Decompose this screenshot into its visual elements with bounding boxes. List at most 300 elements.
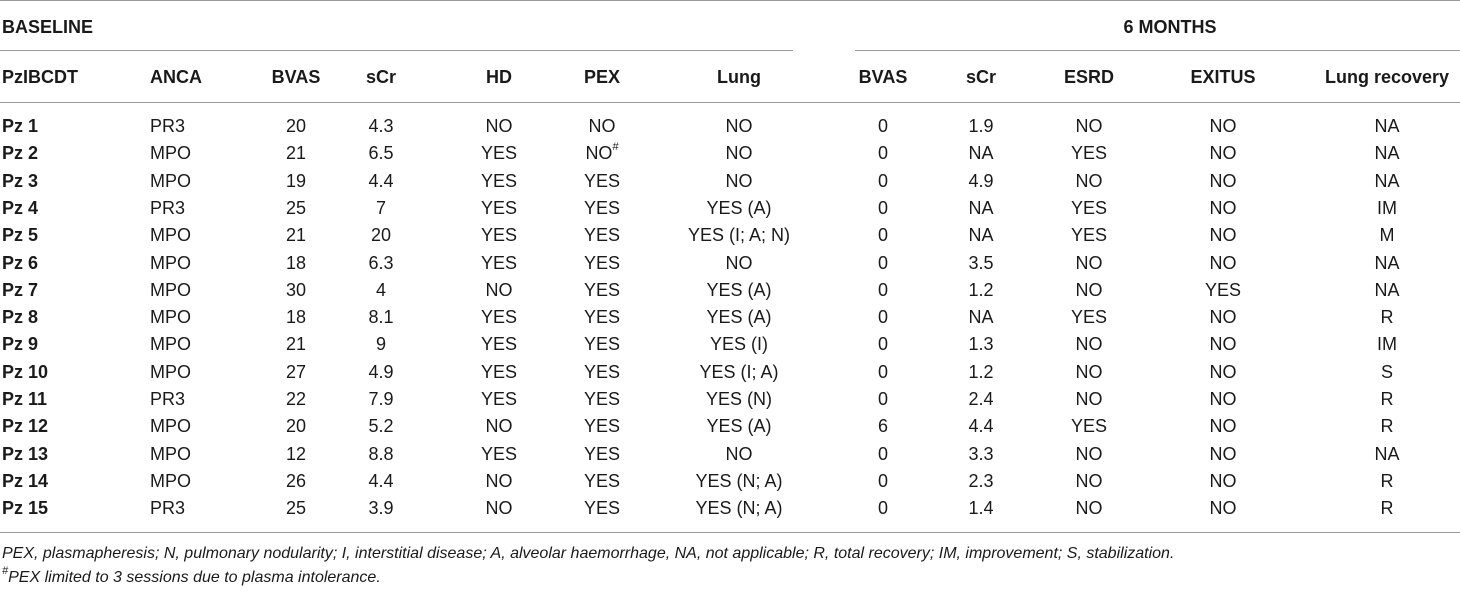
- cell-exitus: [1210, 333, 1237, 355]
- cell-text: NO: [1209, 171, 1237, 191]
- cell-text: 21: [285, 334, 307, 354]
- cell-text: PR3: [150, 498, 186, 518]
- cell-esrd: [1071, 415, 1107, 437]
- cell-hd: [486, 115, 513, 137]
- cell-lung: [706, 306, 771, 328]
- baseline-group-rule: [0, 50, 793, 51]
- cell-scr-6m: [968, 142, 993, 164]
- cell-bvas-6m: [878, 470, 888, 492]
- cell-esrd: [1076, 115, 1103, 137]
- cell-text: NO: [725, 116, 753, 136]
- cell-text: 0: [877, 389, 889, 409]
- cell-text: NO: [1209, 198, 1237, 218]
- cell-text: NO: [485, 116, 513, 136]
- cell-bvas: [286, 470, 306, 492]
- cell-text: 4.4: [968, 416, 994, 436]
- column-header-esrd: ESRD: [1063, 67, 1115, 87]
- cell-bvas: [286, 279, 306, 301]
- cell-text: 0: [877, 143, 889, 163]
- cell-patient: [2, 142, 38, 164]
- cell-hd: [481, 197, 517, 219]
- cell-scr: [376, 197, 386, 219]
- cell-text: 20: [370, 225, 392, 245]
- cell-scr: [368, 497, 393, 519]
- cell-lung-recovery: [1374, 170, 1399, 192]
- cell-text: NO: [1209, 143, 1237, 163]
- cell-text: YES (I): [709, 334, 769, 354]
- cell-bvas: [286, 497, 306, 519]
- cell-lung: [695, 497, 782, 519]
- cell-text: 4.3: [368, 116, 394, 136]
- footnote-mark: #: [2, 564, 9, 577]
- cell-text: 4.4: [368, 471, 394, 491]
- footnote-mark: #: [612, 141, 619, 153]
- cell-text: NO: [1209, 498, 1237, 518]
- cell-lung-recovery: [1374, 115, 1399, 137]
- cell-lung: [706, 388, 772, 410]
- cell-scr-6m: [968, 443, 993, 465]
- cell-text: 0: [877, 253, 889, 273]
- cell-patient: [2, 361, 48, 383]
- cell-bvas-6m: [878, 142, 888, 164]
- cell-text: Pz 15: [2, 498, 49, 518]
- cell-text: 0: [877, 116, 889, 136]
- cell-text: M: [1379, 225, 1395, 245]
- cell-pex: [589, 115, 616, 137]
- cell-bvas: [286, 361, 306, 383]
- cell-hd: [486, 470, 513, 492]
- cell-hd: [481, 224, 517, 246]
- cell-text: YES: [583, 389, 621, 409]
- cell-text: 3.3: [968, 444, 994, 464]
- cell-esrd: [1076, 279, 1103, 301]
- cell-lung: [688, 224, 790, 246]
- cell-anca: [150, 443, 191, 465]
- cell-text: YES (N): [705, 389, 773, 409]
- cell-text: 5.2: [368, 416, 394, 436]
- cell-text: YES (N; A): [695, 498, 783, 518]
- cell-esrd: [1076, 333, 1103, 355]
- cell-lung-recovery: [1374, 443, 1399, 465]
- cell-lung-recovery: [1374, 142, 1399, 164]
- cell-text: NA: [1374, 253, 1400, 273]
- cell-text: MPO: [150, 280, 192, 300]
- cell-anca: [150, 497, 185, 519]
- cell-exitus: [1210, 224, 1237, 246]
- cell-anca: [150, 142, 191, 164]
- baseline-group-header: BASELINE: [2, 17, 94, 37]
- cell-pex: [584, 443, 620, 465]
- cell-text: YES: [583, 225, 621, 245]
- cell-bvas: [286, 115, 306, 137]
- cell-text: R: [1380, 307, 1394, 327]
- cell-text: 2.4: [968, 389, 994, 409]
- cell-scr-6m: [968, 361, 993, 383]
- cell-anca: [150, 279, 191, 301]
- cell-anca: [150, 361, 191, 383]
- cell-patient: [2, 170, 38, 192]
- cell-text: NA: [968, 198, 994, 218]
- cell-text: Pz 4: [2, 198, 39, 218]
- cell-text: 1.3: [968, 334, 994, 354]
- cell-esrd: [1071, 224, 1107, 246]
- cell-scr-6m: [968, 388, 993, 410]
- cell-scr-6m: [968, 115, 993, 137]
- cell-patient: [2, 197, 38, 219]
- cell-text: NO: [1209, 362, 1237, 382]
- cell-bvas-6m: [878, 224, 888, 246]
- cell-lung-recovery: [1374, 252, 1399, 274]
- cell-text: YES: [583, 444, 621, 464]
- cell-text: NO: [485, 280, 513, 300]
- cell-scr: [368, 361, 393, 383]
- cell-lung-recovery: [1381, 306, 1394, 328]
- cell-exitus: [1210, 361, 1237, 383]
- cell-text: 1.4: [968, 498, 994, 518]
- cell-text: 18: [285, 253, 307, 273]
- cell-text: Pz 5: [2, 225, 39, 245]
- cell-pex: [584, 306, 620, 328]
- cell-text: YES: [480, 307, 518, 327]
- cell-pex: [584, 197, 620, 219]
- cell-text: 21: [285, 225, 307, 245]
- cell-text: Pz 11: [2, 389, 48, 409]
- cell-text: 0: [877, 280, 889, 300]
- cell-text: PR3: [150, 116, 186, 136]
- cell-bvas-6m: [878, 306, 888, 328]
- cell-lung-recovery: [1380, 224, 1395, 246]
- cell-lung-recovery: [1381, 388, 1394, 410]
- cell-lung: [695, 470, 782, 492]
- cell-text: NO: [1209, 444, 1237, 464]
- cell-text: Pz 14: [2, 471, 49, 491]
- cell-anca: [150, 224, 191, 246]
- cell-text: NO: [1075, 444, 1103, 464]
- cell-text: 18: [285, 307, 307, 327]
- cell-text: NO: [1075, 253, 1103, 273]
- cell-pex: [584, 170, 620, 192]
- cell-text: Pz 6: [2, 253, 39, 273]
- cell-hd: [481, 170, 517, 192]
- cell-patient: [2, 415, 48, 437]
- cell-scr-6m: [968, 224, 993, 246]
- cell-pex: [584, 224, 620, 246]
- cell-text: Pz 2: [2, 143, 39, 163]
- cell-patient: [2, 306, 38, 328]
- cell-text: NO: [1209, 389, 1237, 409]
- cell-text: 2.3: [968, 471, 994, 491]
- cell-patient: [2, 224, 38, 246]
- cell-text: NO: [1209, 253, 1237, 273]
- cell-anca: [150, 197, 185, 219]
- cell-text: PR3: [150, 389, 186, 409]
- cell-text: YES: [583, 471, 621, 491]
- cell-scr-6m: [968, 170, 993, 192]
- cell-text: YES: [1070, 416, 1108, 436]
- cell-text: YES: [480, 225, 518, 245]
- cell-text: 4: [375, 280, 387, 300]
- cell-text: YES (A): [706, 280, 772, 300]
- cell-scr-6m: [968, 197, 993, 219]
- cell-text: 0: [877, 444, 889, 464]
- cell-lung-recovery: [1381, 497, 1394, 519]
- cell-text: MPO: [150, 143, 192, 163]
- cell-pex: [584, 361, 620, 383]
- cell-text: NA: [1374, 444, 1400, 464]
- cell-text: NO: [485, 498, 513, 518]
- cell-text: 0: [877, 471, 889, 491]
- cell-text: MPO: [150, 225, 192, 245]
- cell-text: Pz 3: [2, 171, 39, 191]
- cell-text: 4.9: [968, 171, 994, 191]
- column-header-hd: HD: [486, 67, 512, 87]
- column-header-lung-recovery: Lung recovery: [1324, 67, 1450, 87]
- cell-exitus: [1210, 470, 1237, 492]
- cell-text: Pz 1: [2, 116, 39, 136]
- cell-text: 4.4: [368, 171, 394, 191]
- cell-exitus: [1210, 142, 1237, 164]
- cell-text: 1.9: [968, 116, 994, 136]
- cell-patient: [2, 470, 48, 492]
- cell-text: YES (A): [706, 307, 772, 327]
- cell-text: 3.9: [368, 498, 394, 518]
- cell-text: 20: [285, 416, 307, 436]
- cell-anca: [150, 306, 191, 328]
- cell-anca: [150, 415, 191, 437]
- cell-scr-6m: [968, 279, 993, 301]
- cell-text: S: [1380, 362, 1394, 382]
- cell-bvas-6m: [878, 197, 888, 219]
- cell-pex: [584, 333, 620, 355]
- cell-scr: [368, 252, 393, 274]
- cell-exitus: [1210, 415, 1237, 437]
- cell-bvas-6m: [878, 497, 888, 519]
- cell-text: NO: [1209, 416, 1237, 436]
- cell-text: Pz 7: [2, 280, 39, 300]
- column-header-bvas-6m: BVAS: [858, 67, 908, 87]
- pex-footnote-text: PEX limited to 3 sessions due to plasma intolerance.: [8, 569, 381, 586]
- cell-hd: [486, 415, 513, 437]
- cell-scr: [371, 224, 391, 246]
- cell-lung: [706, 279, 771, 301]
- cell-text: YES (I; A; N): [687, 225, 791, 245]
- cell-lung: [726, 115, 753, 137]
- cell-text: YES: [1070, 225, 1108, 245]
- cell-bvas: [286, 224, 306, 246]
- cell-lung-recovery: [1381, 415, 1394, 437]
- cell-text: 0: [877, 498, 889, 518]
- cell-text: MPO: [150, 444, 192, 464]
- cell-text: NA: [1374, 143, 1400, 163]
- cell-exitus: [1210, 170, 1237, 192]
- cell-text: 0: [877, 198, 889, 218]
- cell-lung-recovery: [1381, 361, 1393, 383]
- cell-text: 0: [877, 334, 889, 354]
- cell-patient: [2, 497, 48, 519]
- abbreviations-footnote: PEX, plasmapheresis; N, pulmonary nodularity; I, interstitial disease; A, alveolar haemorrhage, NA, not applicable; R, total recovery; IM, improvement; S, stabilization.: [2, 545, 1175, 562]
- cell-esrd: [1076, 388, 1103, 410]
- cell-hd: [481, 252, 517, 274]
- cell-pex: [584, 279, 620, 301]
- cell-text: NO: [1075, 362, 1103, 382]
- cell-pex: [585, 142, 618, 164]
- column-header-scr-6m: sCr: [965, 67, 997, 87]
- cell-text: NO: [725, 444, 753, 464]
- cell-pex: [584, 252, 620, 274]
- cell-text: YES: [1070, 198, 1108, 218]
- cell-text: 0: [877, 362, 889, 382]
- cell-lung-recovery: [1377, 197, 1397, 219]
- cell-text: NO: [1209, 307, 1237, 327]
- cell-text: NA: [1374, 171, 1400, 191]
- cell-hd: [481, 361, 517, 383]
- cell-text: MPO: [150, 171, 192, 191]
- cell-lung-recovery: [1374, 279, 1399, 301]
- cell-hd: [481, 333, 517, 355]
- cell-text: NO: [1209, 116, 1237, 136]
- cell-text: YES: [480, 198, 518, 218]
- cell-hd: [481, 142, 517, 164]
- cell-lung: [710, 333, 768, 355]
- cell-text: YES: [583, 280, 621, 300]
- cell-text: Pz 10: [2, 362, 49, 382]
- cell-text: 26: [285, 471, 307, 491]
- cell-bvas-6m: [878, 279, 888, 301]
- cell-text: 1.2: [968, 362, 994, 382]
- cell-esrd: [1076, 470, 1103, 492]
- cell-text: YES (A): [706, 416, 772, 436]
- cell-text: YES: [1070, 143, 1108, 163]
- cell-anca: [150, 170, 191, 192]
- column-header-patient: PzIBCDT: [2, 67, 78, 87]
- cell-scr-6m: [968, 415, 993, 437]
- cell-scr: [376, 279, 386, 301]
- cell-hd: [481, 443, 517, 465]
- cell-text: YES: [480, 143, 518, 163]
- cell-text: YES (N; A): [695, 471, 783, 491]
- cell-exitus: [1210, 443, 1237, 465]
- cell-text: Pz 9: [2, 334, 39, 354]
- cell-text: YES: [480, 362, 518, 382]
- cell-hd: [481, 306, 517, 328]
- cell-text: NO: [1209, 334, 1237, 354]
- cell-bvas: [286, 142, 306, 164]
- cell-text: 6.3: [368, 253, 394, 273]
- cell-text: 6: [877, 416, 889, 436]
- cell-text: NO: [588, 116, 616, 136]
- cell-text: NO: [1075, 116, 1103, 136]
- cell-text: NO: [1075, 389, 1103, 409]
- cell-pex: [584, 388, 620, 410]
- top-rule: [0, 0, 1460, 1]
- cell-text: R: [1380, 389, 1394, 409]
- cell-scr-6m: [968, 333, 993, 355]
- cell-pex: [584, 497, 620, 519]
- cell-esrd: [1076, 497, 1103, 519]
- cell-scr: [368, 170, 393, 192]
- cell-text: YES: [583, 498, 621, 518]
- cell-exitus: [1205, 279, 1241, 301]
- cell-scr: [368, 443, 393, 465]
- cell-bvas-6m: [878, 333, 888, 355]
- cell-bvas: [286, 415, 306, 437]
- cell-patient: [2, 333, 38, 355]
- cell-text: 7.9: [368, 389, 394, 409]
- cell-scr: [368, 415, 393, 437]
- six-months-group-header: 6 MONTHS: [1123, 17, 1217, 37]
- cell-text: NA: [968, 307, 994, 327]
- cell-text: 0: [877, 171, 889, 191]
- cell-anca: [150, 333, 191, 355]
- cell-scr: [368, 115, 393, 137]
- cell-text: 12: [285, 444, 307, 464]
- cell-lung-recovery: [1381, 470, 1394, 492]
- cell-text: NO: [1075, 498, 1103, 518]
- six-months-group-rule: [855, 50, 1460, 51]
- cell-text: YES: [480, 253, 518, 273]
- cell-bvas-6m: [878, 115, 888, 137]
- cell-text: 30: [285, 280, 307, 300]
- cell-text: YES: [583, 198, 621, 218]
- cell-text: NO: [725, 253, 753, 273]
- column-header-exitus: EXITUS: [1190, 67, 1256, 87]
- cell-text: NA: [968, 143, 994, 163]
- cell-pex: [584, 470, 620, 492]
- cell-exitus: [1210, 115, 1237, 137]
- cell-text: NO: [1075, 471, 1103, 491]
- cell-text: YES: [583, 307, 621, 327]
- cell-patient: [2, 388, 47, 410]
- cell-text: Pz 12: [2, 416, 49, 436]
- cell-text: MPO: [150, 307, 192, 327]
- column-header-scr: sCr: [365, 67, 397, 87]
- cell-bvas: [286, 170, 306, 192]
- cell-bvas-6m: [878, 415, 888, 437]
- cell-text: R: [1380, 416, 1394, 436]
- cell-bvas: [286, 252, 306, 274]
- cell-anca: [150, 115, 185, 137]
- cell-text: 7: [375, 198, 387, 218]
- cell-text: NO: [585, 143, 613, 163]
- cell-text: MPO: [150, 362, 192, 382]
- cell-text: MPO: [150, 416, 192, 436]
- cell-esrd: [1071, 142, 1107, 164]
- cell-lung: [726, 443, 753, 465]
- cell-esrd: [1076, 252, 1103, 274]
- cell-bvas-6m: [878, 170, 888, 192]
- cell-esrd: [1071, 197, 1107, 219]
- cell-esrd: [1071, 306, 1107, 328]
- cell-scr: [368, 142, 393, 164]
- cell-anca: [150, 470, 191, 492]
- cell-text: YES: [583, 334, 621, 354]
- cell-text: YES: [480, 171, 518, 191]
- cell-text: R: [1380, 471, 1394, 491]
- cell-text: 19: [285, 171, 307, 191]
- cell-exitus: [1210, 388, 1237, 410]
- cell-anca: [150, 252, 191, 274]
- cell-lung: [699, 361, 778, 383]
- cell-patient: [2, 115, 38, 137]
- cell-text: YES (I; A): [699, 362, 779, 382]
- cell-text: NO: [485, 416, 513, 436]
- cell-esrd: [1076, 170, 1103, 192]
- cell-text: R: [1380, 498, 1394, 518]
- cell-lung: [726, 252, 753, 274]
- cell-text: 25: [285, 198, 307, 218]
- cell-exitus: [1210, 252, 1237, 274]
- column-header-pex: PEX: [583, 67, 621, 87]
